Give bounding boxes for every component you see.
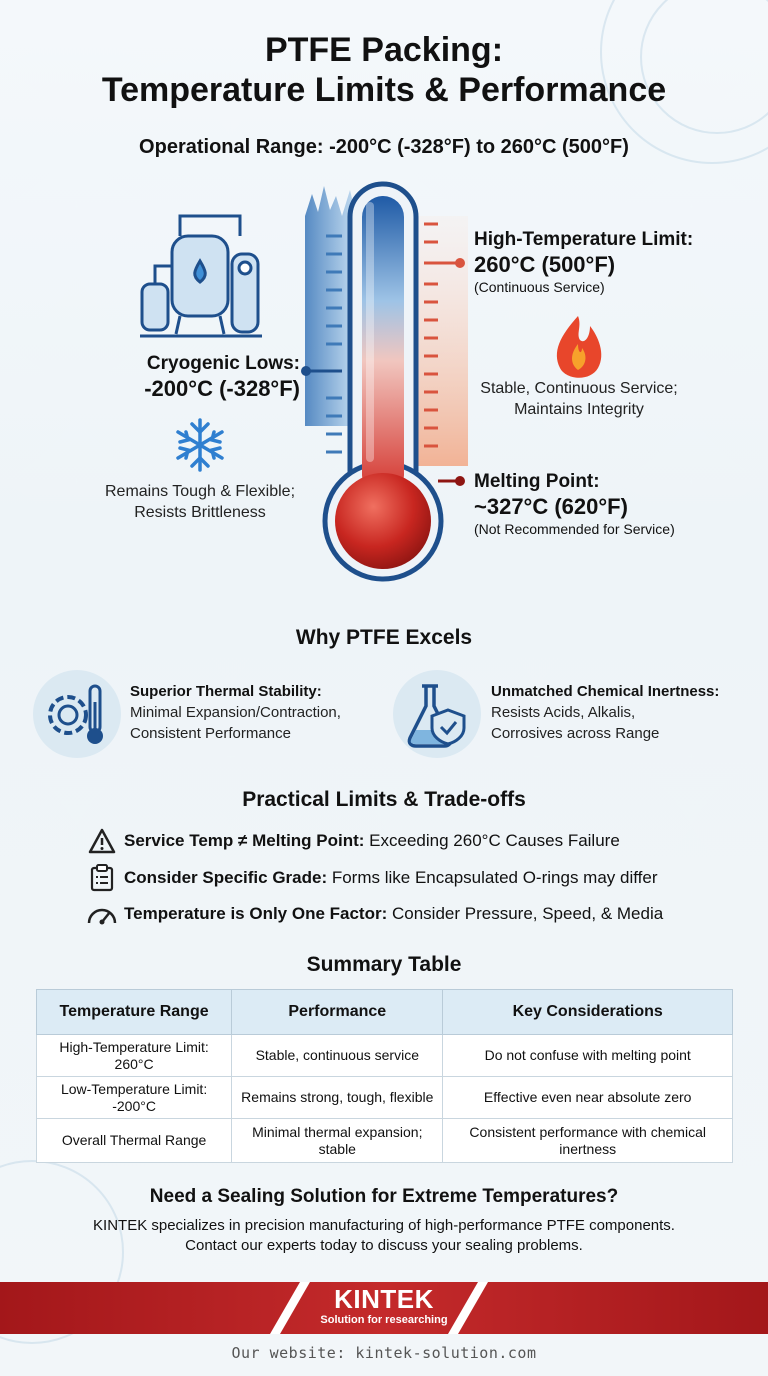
cryo-title: Cryogenic Lows: (146, 353, 300, 374)
excels-title: Why PTFE Excels (295, 626, 473, 649)
table-cell: High-Temperature Limit: 260°C (37, 1035, 232, 1077)
chemical-inertness-line-1: Resists Acids, Alkalis, (491, 704, 636, 721)
thermometer-bulb (335, 473, 431, 569)
warm-panel (410, 216, 468, 466)
limit-2-text: Forms like Encapsulated O-rings may differ (327, 868, 658, 887)
melting-point-label (474, 470, 764, 538)
limit-2-bold: Consider Specific Grade: (124, 868, 328, 887)
table-cell: Stable, continuous service (232, 1035, 443, 1077)
summary-title: Summary Table (306, 953, 462, 976)
thermal-stability-text (130, 682, 380, 744)
melting-value: ~327°C (620°F) (474, 494, 628, 519)
table-header-cell: Performance (232, 990, 443, 1035)
chemical-inertness-heading: Unmatched Chemical Inertness: (491, 683, 720, 700)
thermal-stability-line-1: Minimal Expansion/Contraction, (130, 704, 341, 721)
logo-wordmark: KINTEK (334, 1284, 434, 1314)
table-header-row (37, 990, 733, 1035)
warning-icon (88, 828, 116, 854)
table-header-cell: Temperature Range (37, 990, 232, 1035)
stable-line-2: Maintains Integrity (514, 401, 644, 418)
high-temp-title: High-Temperature Limit: (474, 229, 694, 250)
kintek-logo[interactable] (284, 1282, 484, 1334)
gauge-icon (86, 902, 118, 926)
table-header-cell: Key Considerations (443, 990, 733, 1035)
cta-title: Need a Sealing Solution for Extreme Temperatures? (149, 1186, 619, 1207)
limit-1-bold: Service Temp ≠ Melting Point: (124, 831, 365, 850)
cryo-value: -200°C (-328°F) (144, 376, 300, 401)
title-line-2: Temperature Limits & Performance (101, 71, 667, 109)
cryogenic-label (110, 352, 300, 402)
table-cell: Consistent performance with chemical inertness (443, 1119, 733, 1163)
tough-flexible-text (70, 481, 330, 523)
summary-table (36, 989, 733, 1163)
table-cell: Do not confuse with melting point (443, 1035, 733, 1077)
title-line-1: PTFE Packing: (264, 31, 504, 69)
high-temp-label (474, 228, 754, 296)
high-temp-note: (Continuous Service) (474, 279, 605, 295)
website-link[interactable]: Our website: kintek-solution.com (231, 1344, 537, 1362)
stable-service-text (464, 378, 694, 420)
limit-row-3 (124, 903, 663, 925)
chemical-inertness-text (491, 682, 761, 744)
snowflake-icon (178, 420, 222, 470)
limit-1-text: Exceeding 260°C Causes Failure (364, 831, 620, 850)
cta-body (40, 1216, 728, 1256)
limit-3-bold: Temperature is Only One Factor: (124, 904, 388, 923)
cryogenic-tank-icon (140, 216, 262, 336)
tough-line-1: Remains Tough & Flexible; (104, 483, 296, 500)
table-cell: Low-Temperature Limit: -200°C (37, 1077, 232, 1119)
operational-range: Operational Range: -200°C (-328°F) to 260°C (500°F) (139, 136, 629, 158)
gear-thermometer-icon (40, 680, 114, 750)
flame-icon (557, 316, 601, 378)
clipboard-icon (90, 864, 114, 892)
stable-line-1: Stable, Continuous Service; (480, 380, 678, 397)
chemical-inertness-line-2: Corrosives across Range (491, 725, 660, 742)
logo-tagline: Solution for researching (320, 1314, 448, 1326)
table-cell: Remains strong, tough, flexible (232, 1077, 443, 1119)
cta-line-1: KINTEK specializes in precision manufacturing of high-performance PTFE components. (93, 1217, 675, 1234)
table-row (37, 1119, 733, 1163)
limit-row-2 (124, 867, 658, 889)
table-cell: Minimal thermal expansion; stable (232, 1119, 443, 1163)
high-temp-value: 260°C (500°F) (474, 252, 616, 277)
tough-line-2: Resists Brittleness (134, 504, 266, 521)
thermal-stability-heading: Superior Thermal Stability: (130, 683, 322, 700)
melting-note: (Not Recommended for Service) (474, 521, 675, 537)
melting-title: Melting Point: (474, 471, 600, 492)
page-title (0, 30, 768, 110)
flask-shield-icon (402, 680, 472, 750)
table-cell: Overall Thermal Range (37, 1119, 232, 1163)
cta-line-2: Contact our experts today to discuss your sealing problems. (185, 1237, 583, 1254)
table-row (37, 1077, 733, 1119)
limit-row-1 (124, 830, 620, 852)
limit-3-text: Consider Pressure, Speed, & Media (387, 904, 664, 923)
thermal-stability-line-2: Consistent Performance (130, 725, 291, 742)
table-cell: Effective even near absolute zero (443, 1077, 733, 1119)
table-row (37, 1035, 733, 1077)
limits-title: Practical Limits & Trade-offs (242, 788, 526, 811)
